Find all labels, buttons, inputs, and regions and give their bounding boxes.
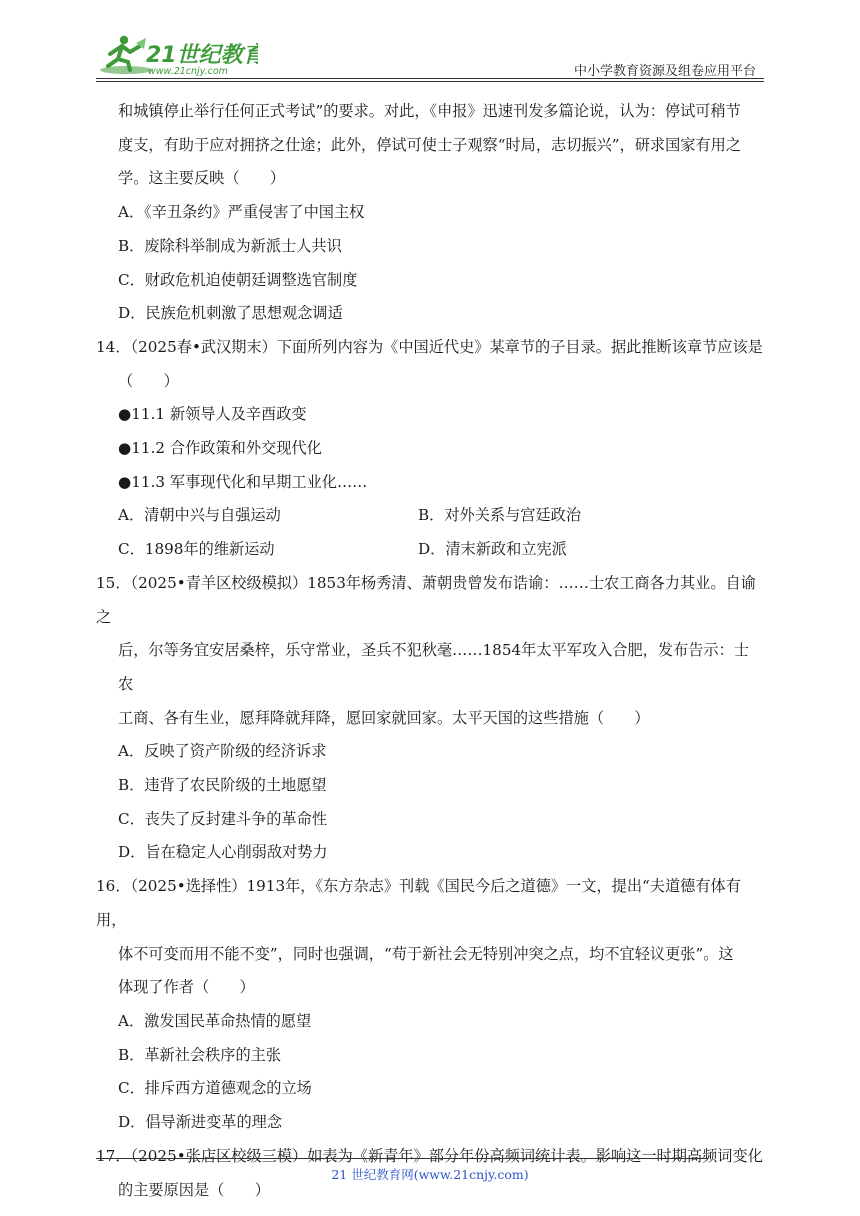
- header-divider-thin: [96, 81, 764, 82]
- q17-stem-line-2: 的主要原因是（ ）: [118, 1180, 270, 1199]
- q13-option-d: D．民族危机刺激了思想观念调适: [118, 304, 343, 323]
- q14-item-1: ●11.1 新领导人及辛酉政变: [118, 405, 307, 424]
- q16-stem-line-1: 16．（2025•选择性）1913年，《东方杂志》刊载《国民今后之道德》一文，提出“夫道德有体有用，: [96, 877, 741, 929]
- q14-stem-line-2: （ ）: [118, 371, 179, 390]
- q16-stem-line-2: 体不可变而用不能不变”，同时也强调，“苟于新社会无特别冲突之点，均不宜轻议更张”。这: [118, 944, 734, 963]
- q15-stem-line-3: 工商、各有生业，愿拜降就拜降，愿回家就回家。太平天国的这些措施（ ）: [118, 708, 650, 727]
- q13-option-c: C．财政危机迫使朝廷调整选官制度: [118, 270, 358, 289]
- q16-option-b: B．革新社会秩序的主张: [118, 1045, 282, 1064]
- q13-option-b: B．废除科举制成为新派士人共识: [118, 236, 342, 255]
- q14-options-row-1: [96, 499, 764, 533]
- q14-option-c: C．1898年的维新运动: [118, 540, 275, 559]
- footer-divider: [96, 1158, 708, 1159]
- q14-options-row-2: [96, 533, 764, 567]
- logo-runner-icon: [96, 32, 258, 78]
- platform-name: 中小学教育资源及组卷应用平台: [573, 64, 756, 79]
- q15-option-a: A．反映了资产阶级的经济诉求: [118, 742, 327, 761]
- q15-option-d: D．旨在稳定人心削弱敌对势力: [118, 843, 328, 862]
- q14-item-2: ●11.2 合作政策和外交现代化: [118, 439, 322, 458]
- q13-option-a: A．《辛丑条约》严重侵害了中国主权: [118, 203, 365, 222]
- q14-option-b: B．对外关系与宫廷政治: [418, 506, 582, 525]
- q16-option-a: A．激发国民革命热情的愿望: [118, 1011, 312, 1030]
- q16-option-d: D．倡导渐进变革的理念: [118, 1113, 283, 1132]
- header-divider: [96, 78, 764, 79]
- q14-option-d: D．清末新政和立宪派: [418, 540, 567, 559]
- q15-option-b: B．违背了农民阶级的土地愿望: [118, 776, 327, 795]
- q15-option-c: C．丧失了反封建斗争的革命性: [118, 809, 328, 828]
- q14-option-a: A．清朝中兴与自强运动: [118, 506, 281, 525]
- q13-line-3: 学。这主要反映（ ）: [118, 169, 286, 188]
- q17-stem-line-1: 17．（2025•张店区校级三模）如表为《新青年》部分年份高频词统计表。影响这一时期高频词变化: [96, 1146, 763, 1165]
- question-content: [96, 95, 764, 1207]
- q13-line-2: 度支，有助于应对拥挤之仕途；此外，停试可使士子观察“时局，志切振兴”，研求国家有用之: [118, 135, 742, 154]
- q16-stem-line-3: 体现了作者（ ）: [118, 978, 255, 997]
- q16-option-c: C．排斥西方道德观念的立场: [118, 1079, 312, 1098]
- q13-line-1: 和城镇停止举行任何正式考试”的要求。对此，《申报》迅速刊发多篇论说，认为：停试可稍节: [118, 102, 741, 120]
- q15-stem-line-1: 15．（2025•青羊区校级模拟）1853年杨秀清、萧朝贵曾发布诰谕：……士农工商各力其业。自谕之: [96, 573, 756, 626]
- footer-link[interactable]: 21 世纪教育网(www.21cnjy.com): [331, 1167, 529, 1182]
- q14-item-3: ●11.3 军事现代化和早期工业化……: [118, 472, 368, 491]
- q14-stem-line-1: 14．（2025春•武汉期末）下面所列内容为《中国近代史》某章节的子目录。据此推断该章节应该是: [96, 337, 763, 356]
- logo-text: 21世纪教育: [146, 43, 258, 68]
- logo-url: www.21cnjy.com: [148, 66, 228, 77]
- q15-stem-line-2: 后，尔等务宜安居桑梓，乐守常业，圣兵不犯秋毫……1854年太平军攻入合肥，发布告示：士农: [118, 641, 749, 693]
- site-logo: [96, 32, 258, 78]
